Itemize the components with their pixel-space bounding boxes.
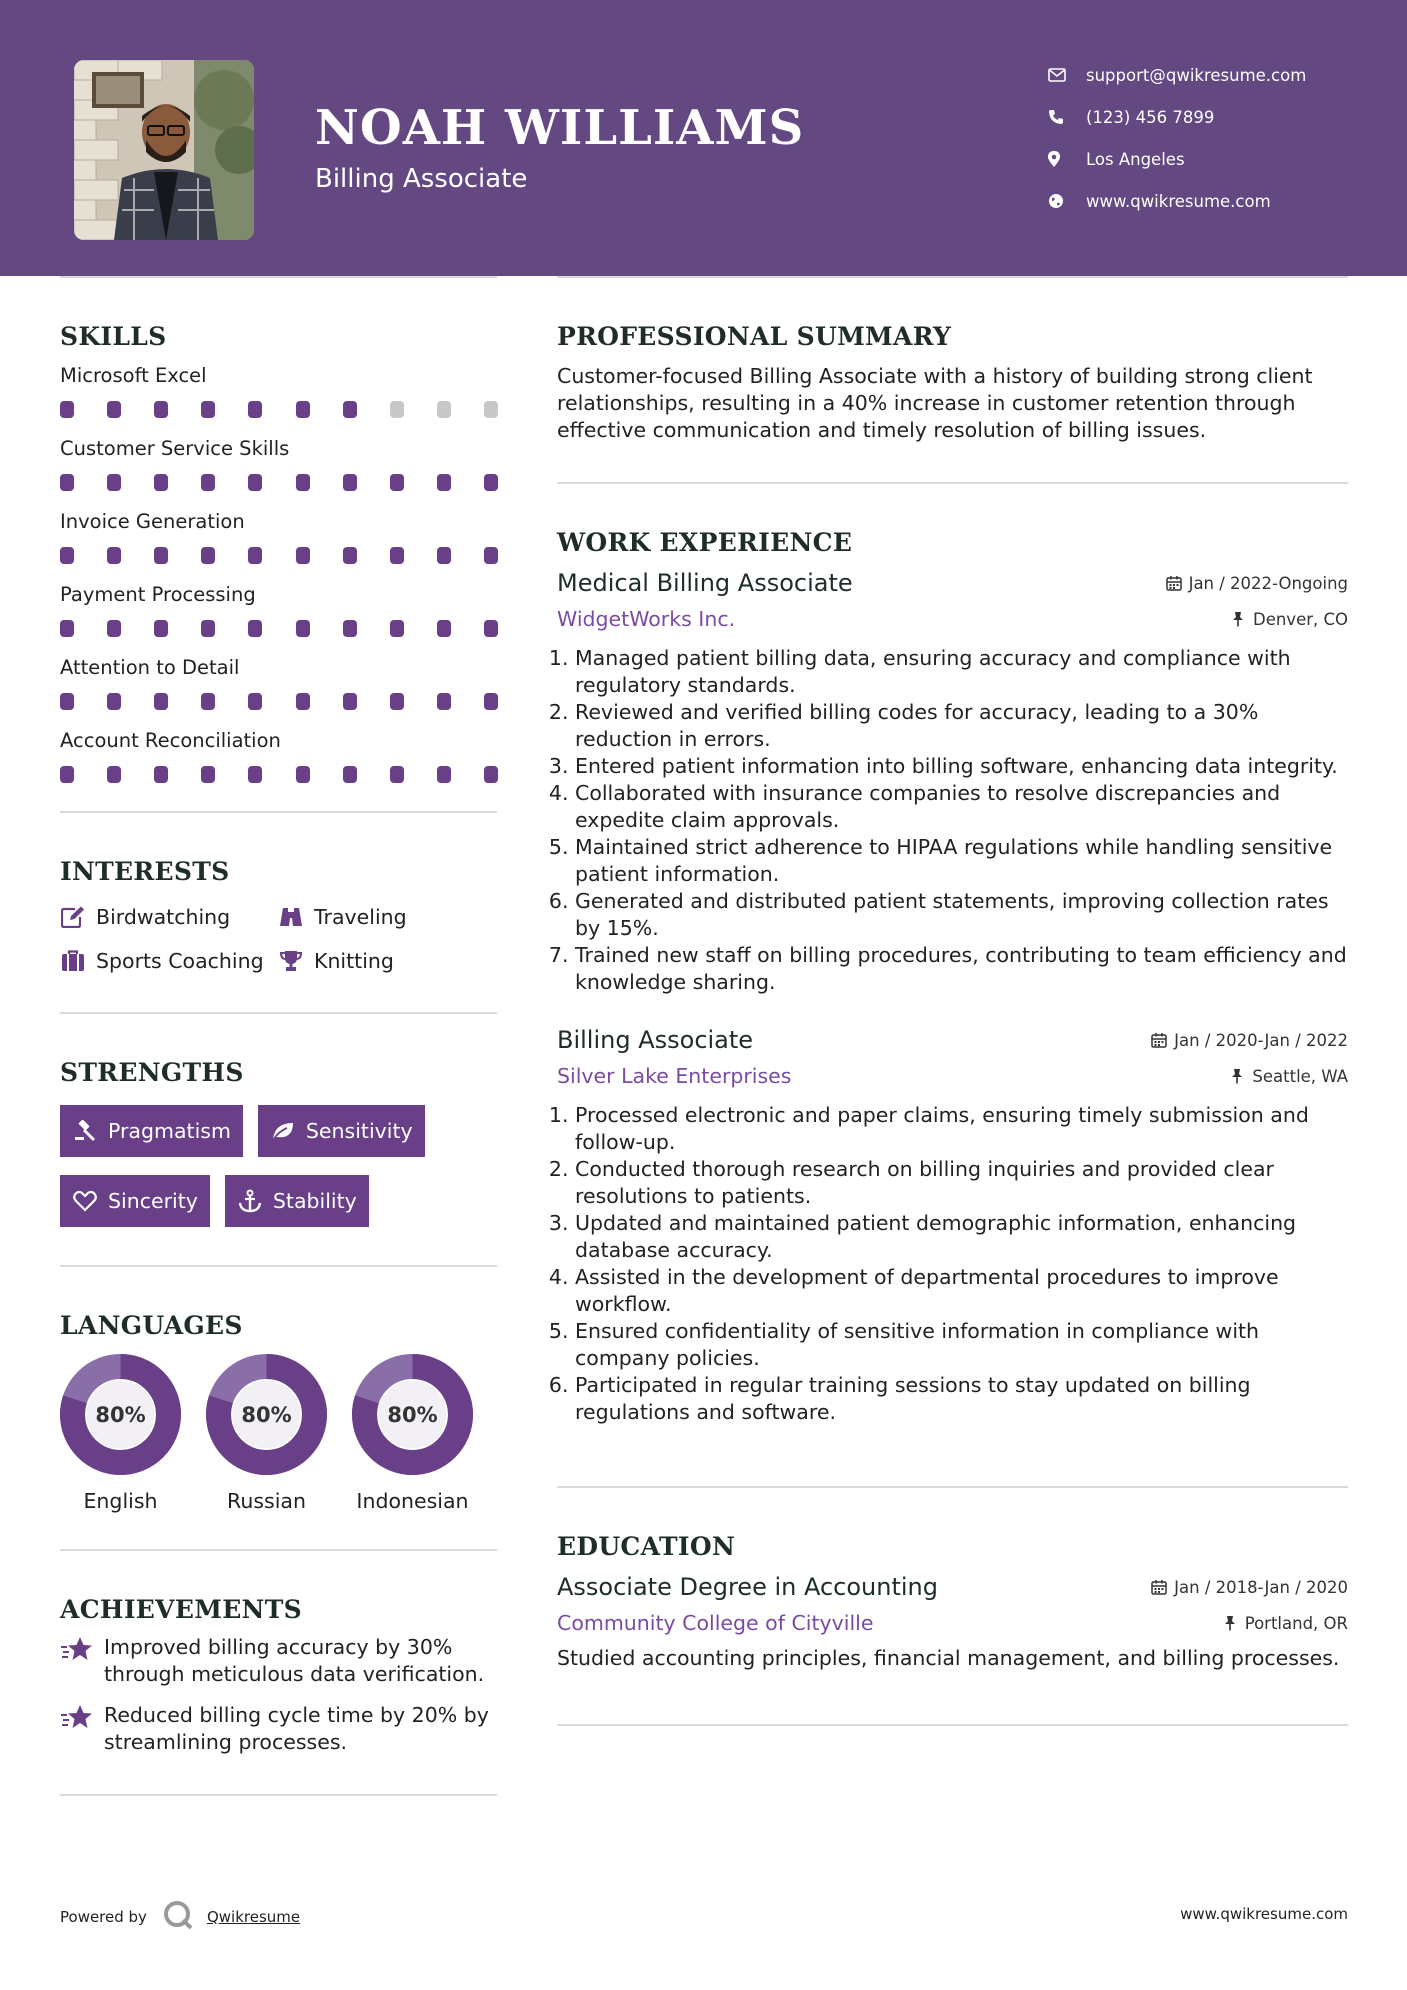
skill-dot-empty [437,401,451,418]
skill-rating [60,401,498,418]
job-company: Silver Lake Enterprises [557,1064,792,1088]
footer-branding [60,1900,300,1934]
interest-item [278,904,496,930]
skill-dot-filled [437,693,451,710]
star-award-icon [60,1634,94,1664]
briefcase-icon [60,948,86,974]
contact-location [1048,138,1306,180]
skill-dot-filled [107,693,121,710]
divider [60,1794,497,1796]
skill-dot-filled [201,693,215,710]
job-role: Medical Billing Associate [557,569,853,597]
summary-section [557,322,1348,444]
skill-name: Microsoft Excel [60,364,207,387]
divider [557,482,1348,484]
skill-dot-filled [296,620,310,637]
interest-label: Birdwatching [96,905,231,929]
job-bullet: 4. Assisted in the development of departmental procedures to improve workflow. [575,1264,1348,1318]
skill-item [60,436,497,491]
interests-list [60,904,497,974]
skill-dot-filled [107,401,121,418]
language-name: Indonesian [356,1489,469,1513]
contact-list [1048,54,1306,222]
leaf-icon [270,1119,296,1143]
interest-item [278,948,496,974]
skill-dot-filled [437,547,451,564]
education-heading: EDUCATION [557,1532,736,1561]
languages-section [60,1311,497,1513]
skill-dot-filled [343,620,357,637]
skill-dot-filled [154,401,168,418]
achievement-item [60,1702,497,1756]
interest-item [60,904,278,930]
contact-phone-text: (123) 456 7899 [1086,107,1215,127]
divider [557,276,1348,278]
skill-dot-filled [343,766,357,783]
calendar-icon [1165,574,1183,592]
skill-dot-filled [154,766,168,783]
skill-rating [60,693,498,710]
divider [60,1265,497,1267]
language-percent: 80% [387,1403,438,1427]
skill-dot-filled [248,620,262,637]
pencil-square-icon [60,904,86,930]
skill-dot-filled [390,547,404,564]
skill-dot-filled [107,547,121,564]
divider [60,1012,497,1014]
skill-rating [60,547,498,564]
skill-dot-filled [107,766,121,783]
skill-dot-filled [201,474,215,491]
skill-rating [60,620,498,637]
skill-dot-filled [60,401,74,418]
binoculars-icon [278,904,304,930]
skill-item [60,363,497,418]
strengths-section [60,1058,497,1227]
job-entry [557,569,1348,996]
job-role: Billing Associate [557,1026,754,1054]
education-school: Community College of Cityville [557,1611,874,1635]
divider [60,276,497,278]
divider [60,811,497,813]
skill-dot-filled [107,620,121,637]
job-bullet: 3. Updated and maintained patient demographic information, enhancing database accuracy. [575,1210,1348,1264]
pushpin-icon [1229,610,1247,628]
skill-item [60,728,497,783]
job-bullet: 5. Maintained strict adherence to HIPAA regulations while handling sensitive patient information. [575,834,1348,888]
job-location: Denver, CO [1252,609,1348,629]
envelope-icon [1048,68,1078,82]
skill-dot-filled [390,620,404,637]
skill-item [60,582,497,637]
job-bullets [557,645,1348,996]
skill-name: Customer Service Skills [60,437,290,460]
summary-text: Customer-focused Billing Associate with a history of building strong client relationships, resulting in a 40% increase in customer retention through effective communication and timely resolution of billing issues. [557,364,1313,442]
skill-dot-filled [107,474,121,491]
job-bullet: 1. Managed patient billing data, ensuring accuracy and compliance with regulatory standards. [575,645,1348,699]
footer-website-link[interactable]: www.qwikresume.com [1180,1905,1348,1923]
skill-dot-filled [343,547,357,564]
language-name: Russian [227,1489,306,1513]
skill-dot-filled [201,547,215,564]
skill-name: Account Reconciliation [60,729,281,752]
powered-by-label: Powered by [60,1908,147,1926]
calendar-icon [1150,1578,1168,1596]
experience-heading: WORK EXPERIENCE [557,528,853,557]
gavel-icon [72,1119,98,1143]
interest-label: Knitting [314,949,394,973]
skill-dot-filled [296,766,310,783]
job-location: Seattle, WA [1252,1066,1348,1086]
divider [557,1486,1348,1488]
languages-heading: LANGUAGES [60,1311,243,1340]
strength-label: Pragmatism [108,1119,231,1143]
skill-dot-filled [296,474,310,491]
skill-item [60,509,497,564]
skill-dot-filled [437,620,451,637]
language-percent: 80% [241,1403,292,1427]
contact-email-text: support@qwikresume.com [1086,65,1307,85]
skills-section [60,276,497,783]
skill-name: Payment Processing [60,583,256,606]
experience-section [557,528,1348,1426]
skill-dot-filled [154,620,168,637]
job-bullet: 5. Ensured confidentiality of sensitive information in compliance with company policies. [575,1318,1348,1372]
skill-dot-filled [296,401,310,418]
strengths-heading: STRENGTHS [60,1058,244,1087]
left-column [60,276,497,1796]
skill-dot-filled [248,547,262,564]
language-percent: 80% [95,1403,146,1427]
strength-label: Stability [272,1189,357,1213]
skill-dot-filled [60,620,74,637]
skill-dot-filled [248,693,262,710]
skill-dot-filled [60,474,74,491]
interest-label: Traveling [314,905,407,929]
achievements-heading: ACHIEVEMENTS [60,1595,302,1624]
interest-label: Sports Coaching [96,949,264,973]
skill-dot-filled [484,766,498,783]
divider [557,1724,1348,1726]
skill-dot-filled [296,693,310,710]
qwikresume-link[interactable]: Qwikresume [206,1908,301,1926]
languages-list [60,1354,497,1513]
heart-icon [72,1189,98,1213]
job-date: Jan / 2020-Jan / 2022 [1174,1030,1348,1050]
skill-name: Invoice Generation [60,510,245,533]
job-bullet: 7. Trained new staff on billing procedures, contributing to team efficiency and knowledge sharing. [575,942,1348,996]
skill-dot-filled [248,474,262,491]
skill-dot-filled [484,620,498,637]
calendar-icon [1150,1031,1168,1049]
phone-icon [1048,109,1078,125]
interests-section [60,857,497,974]
strength-tag [225,1175,369,1227]
job-bullets [557,1102,1348,1426]
interest-item [60,948,278,974]
skill-dot-filled [343,401,357,418]
skill-dot-filled [201,401,215,418]
achievement-item [60,1634,497,1688]
strength-tag [60,1175,210,1227]
achievements-section [60,1595,497,1756]
candidate-title: Billing Associate [315,164,528,194]
skill-dot-filled [60,547,74,564]
language-name: English [83,1489,158,1513]
job-bullet: 2. Reviewed and verified billing codes for accuracy, leading to a 30% reduction in errors. [575,699,1348,753]
skill-dot-filled [248,766,262,783]
education-location: Portland, OR [1244,1613,1348,1633]
skill-dot-filled [484,693,498,710]
education-text: Studied accounting principles, financial management, and billing processes. [557,1646,1340,1670]
skill-dot-empty [484,401,498,418]
strength-label: Sincerity [108,1189,198,1213]
profile-photo [74,60,254,240]
pushpin-icon [1228,1067,1246,1085]
resume-header [0,0,1407,276]
language-donut [206,1354,327,1475]
skill-rating [60,766,498,783]
skill-dot-filled [390,766,404,783]
skill-dot-filled [154,693,168,710]
language-donut [60,1354,181,1475]
job-bullet: 3. Entered patient information into billing software, enhancing data integrity. [575,753,1348,780]
right-column [557,276,1348,1726]
education-section [557,1532,1348,1672]
strengths-list [60,1105,497,1227]
skill-dot-filled [60,766,74,783]
skill-dot-filled [296,547,310,564]
skill-dot-filled [437,474,451,491]
divider [60,1549,497,1551]
language-item [206,1354,327,1513]
job-company: WidgetWorks Inc. [557,607,736,631]
skills-list [60,363,497,783]
skill-dot-filled [390,693,404,710]
job-date: Jan / 2022-Ongoing [1188,573,1348,593]
strength-label: Sensitivity [305,1119,413,1143]
skill-dot-filled [154,547,168,564]
anchor-icon [237,1189,263,1213]
contact-website-text: www.qwikresume.com [1086,191,1271,211]
pushpin-icon [1221,1614,1239,1632]
job-bullet: 6. Participated in regular training sessions to stay updated on billing regulations and software. [575,1372,1348,1426]
strength-tag [60,1105,243,1157]
strength-tag [258,1105,425,1157]
skill-dot-filled [343,693,357,710]
job-bullet: 1. Processed electronic and paper claims, ensuring timely submission and follow-up. [575,1102,1348,1156]
map-pin-icon [1048,151,1078,167]
candidate-name: NOAH WILLIAMS [315,100,805,156]
contact-location-text: Los Angeles [1086,149,1185,169]
achievement-text: Improved billing accuracy by 30% through meticulous data verification. [104,1635,485,1686]
language-item [352,1354,473,1513]
skills-heading: SKILLS [60,322,167,351]
language-item [60,1354,181,1513]
skill-dot-filled [201,620,215,637]
education-degree: Associate Degree in Accounting [557,1573,938,1601]
globe-icon [1048,193,1078,209]
skill-dot-filled [437,766,451,783]
skill-dot-filled [60,693,74,710]
education-date: Jan / 2018-Jan / 2020 [1174,1577,1348,1597]
qwikresume-logo-icon [163,1900,193,1934]
skill-dot-filled [248,401,262,418]
skill-dot-empty [390,401,404,418]
job-bullet: 6. Generated and distributed patient statements, improving collection rates by 15%. [575,888,1348,942]
contact-email[interactable] [1048,54,1306,96]
skill-dot-filled [343,474,357,491]
skill-dot-filled [201,766,215,783]
job-bullet: 4. Collaborated with insurance companies to resolve discrepancies and expedite claim approvals. [575,780,1348,834]
skill-dot-filled [484,474,498,491]
skill-dot-filled [484,547,498,564]
skill-dot-filled [154,474,168,491]
skill-item [60,655,497,710]
contact-phone[interactable] [1048,96,1306,138]
contact-website[interactable] [1048,180,1306,222]
job-bullet: 2. Conducted thorough research on billing inquiries and provided clear resolutions to patients. [575,1156,1348,1210]
trophy-icon [278,948,304,974]
achievement-text: Reduced billing cycle time by 20% by streamlining processes. [104,1703,489,1754]
skill-name: Attention to Detail [60,656,240,679]
star-award-icon [60,1702,94,1732]
summary-heading: PROFESSIONAL SUMMARY [557,322,952,351]
interests-heading: INTERESTS [60,857,230,886]
skill-rating [60,474,498,491]
job-entry [557,1026,1348,1426]
language-donut [352,1354,473,1475]
skill-dot-filled [390,474,404,491]
